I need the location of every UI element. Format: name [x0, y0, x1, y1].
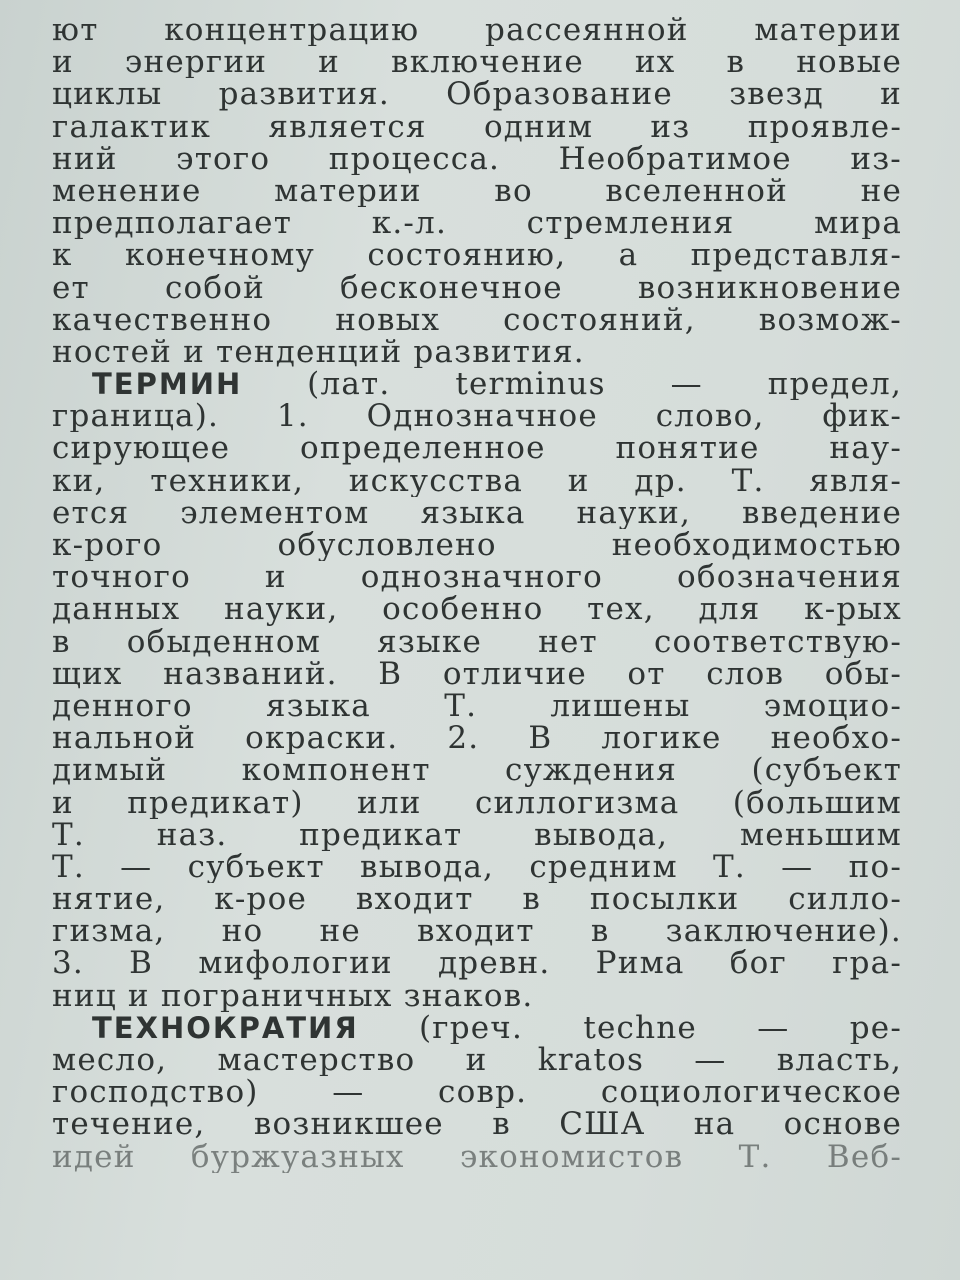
- text-line: к-рого обусловлено необходимостью: [52, 529, 902, 562]
- text-line: ют концентрацию рассеянной материи: [52, 14, 902, 47]
- entry-headword: ТЕРМИН: [92, 368, 243, 401]
- text-line: денного языка Т. лишены эмоцио-: [52, 689, 902, 723]
- text-line: ностей и тенденций развития.: [52, 335, 585, 369]
- text-line: идей буржуазных экономистов Т. Веб-: [52, 1140, 902, 1173]
- entry-headword: ТЕХНОКРАТИЯ: [92, 1011, 359, 1044]
- text-line: господство) — совр. социологическое: [52, 1076, 902, 1109]
- text-line: ет собой бесконечное возникновение: [52, 271, 902, 304]
- text-line: и энергии и включение их в новые: [52, 46, 902, 79]
- text-line: димый компонент суждения (субъект: [52, 754, 902, 787]
- text-line: и предикат) или силлогизма (большим: [52, 786, 902, 819]
- text-line: Т. — субъект вывода, средним Т. — по-: [52, 850, 902, 884]
- text-line: ки, техники, искусства и др. Т. явля-: [52, 464, 902, 497]
- text-line: нальной окраски. 2. В логике необхо-: [52, 722, 902, 755]
- text-line: точного и однозначного обозначения: [52, 561, 902, 594]
- text-line: месло, мастерство и kratos — власть,: [52, 1044, 902, 1077]
- text-line: 3. В мифологии древн. Рима бог гра-: [52, 947, 902, 980]
- entry-first-line: [52, 368, 902, 400]
- entry-first-line: [52, 1012, 902, 1044]
- text-line: ется элементом языка науки, введение: [52, 496, 902, 529]
- text-line: галактик является одним из проявле-: [52, 110, 902, 143]
- text-line: ний этого процесса. Необратимое из-: [52, 142, 902, 175]
- text-line: данных науки, особенно тех, для к-рых: [52, 593, 902, 626]
- text-line: менение материи во вселенной не: [52, 174, 902, 208]
- text-line: щих названий. В отличие от слов обы-: [52, 657, 902, 690]
- text-line: предполагает к.-л. стремления мира: [52, 207, 902, 240]
- text-line: течение, возникшее в США на основе: [52, 1108, 902, 1141]
- text-line: сирующее определенное понятие нау-: [52, 432, 902, 465]
- text-line: циклы развития. Образование звезд и: [52, 78, 902, 111]
- entry-etymology: (лат. terminus — предел,: [242, 368, 902, 401]
- text-line: нятие, к-рое входит в посылки силло-: [52, 883, 902, 916]
- entry-etymology: (греч. techne — ре-: [358, 1011, 902, 1044]
- text-line: к конечному состоянию, а представля-: [52, 239, 902, 272]
- text-line: гизма, но не входит в заключение).: [52, 915, 902, 948]
- text-line: ниц и пограничных знаков.: [52, 979, 534, 1012]
- text-line: граница). 1. Однозначное слово, фик-: [52, 400, 902, 433]
- text-line: качественно новых состояний, возмож-: [52, 303, 902, 336]
- text-line: Т. наз. предикат вывода, меньшим: [52, 818, 902, 851]
- text-line: в обыденном языке нет соответствую-: [52, 625, 902, 658]
- dictionary-text: [52, 14, 902, 1173]
